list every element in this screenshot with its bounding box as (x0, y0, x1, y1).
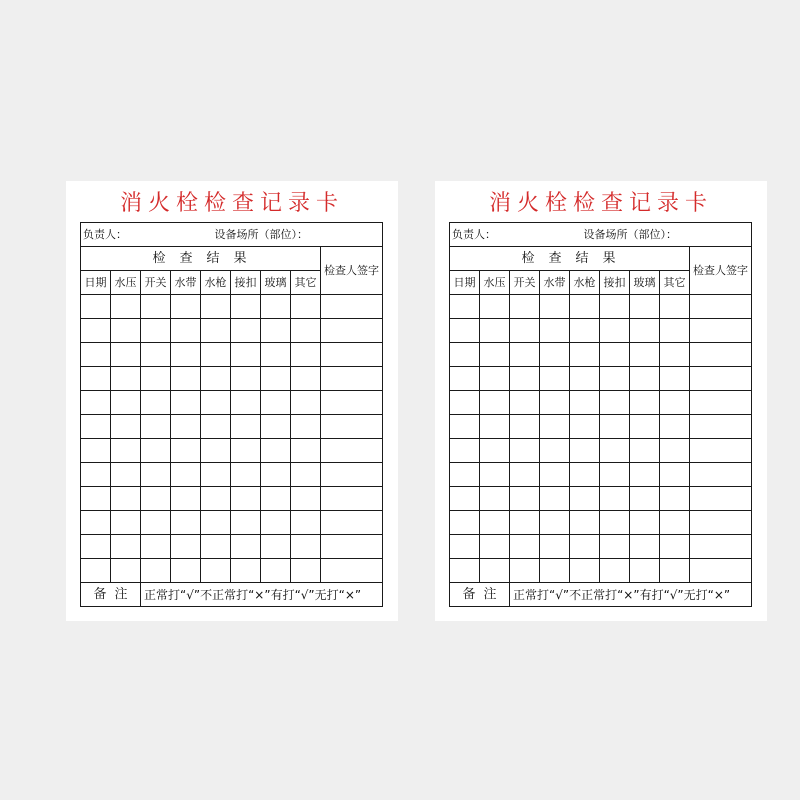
signature-header: 检查人签字 (690, 247, 752, 295)
entry-cell (600, 487, 630, 511)
entry-cell (171, 487, 201, 511)
remarks-label: 备注 (81, 583, 141, 607)
entry-cell (540, 487, 570, 511)
entry-cell (690, 367, 752, 391)
entry-cell (600, 535, 630, 559)
entry-cell (171, 439, 201, 463)
entry-cell (450, 463, 480, 487)
entry-cell (600, 559, 630, 583)
entry-cell (111, 439, 141, 463)
entry-cell (480, 439, 510, 463)
column-header: 开关 (510, 271, 540, 295)
entry-cell (540, 559, 570, 583)
entry-cell (540, 415, 570, 439)
entry-cell (540, 463, 570, 487)
table-row (81, 295, 383, 319)
entry-cell (81, 319, 111, 343)
entry-cell (510, 391, 540, 415)
entry-cell (171, 295, 201, 319)
entry-cell (291, 559, 321, 583)
entry-cell (111, 511, 141, 535)
entry-cell (81, 559, 111, 583)
table-row (450, 535, 752, 559)
entry-cell (291, 415, 321, 439)
entry-cell (261, 343, 291, 367)
entry-cell (261, 439, 291, 463)
entry-cell (111, 487, 141, 511)
table-row (81, 463, 383, 487)
column-header: 日期 (450, 271, 480, 295)
entry-cell (291, 391, 321, 415)
entry-cell (630, 319, 660, 343)
entry-cell (510, 559, 540, 583)
column-header: 接扣 (600, 271, 630, 295)
entry-cell (690, 463, 752, 487)
entry-cell (660, 487, 690, 511)
table-row (81, 487, 383, 511)
entry-cell (600, 343, 630, 367)
table-row (81, 535, 383, 559)
entry-cell (231, 391, 261, 415)
card-title: 消火栓检查记录卡 (119, 191, 344, 216)
entry-cell (81, 367, 111, 391)
entry-cell (630, 295, 660, 319)
entry-cell (171, 343, 201, 367)
remarks-label: 备注 (450, 583, 510, 607)
column-header: 开关 (141, 271, 171, 295)
card-title: 消火栓检查记录卡 (488, 191, 713, 216)
entry-cell (660, 559, 690, 583)
entry-cell (111, 415, 141, 439)
entry-cell (510, 439, 540, 463)
entry-cell (510, 319, 540, 343)
entry-cell (540, 511, 570, 535)
entry-cell (291, 343, 321, 367)
entry-cell (540, 319, 570, 343)
entry-cell (261, 511, 291, 535)
entry-cell (480, 535, 510, 559)
table-row (450, 487, 752, 511)
table-row (450, 295, 752, 319)
entry-cell (450, 439, 480, 463)
entry-cell (231, 511, 261, 535)
entry-cell (480, 367, 510, 391)
entry-cell (450, 319, 480, 343)
entry-cell (570, 535, 600, 559)
entry-cell (81, 343, 111, 367)
table-row (450, 415, 752, 439)
entry-cell (141, 295, 171, 319)
entry-cell (201, 415, 231, 439)
entry-cell (141, 559, 171, 583)
column-header: 水压 (111, 271, 141, 295)
entry-cell (201, 439, 231, 463)
entry-cell (690, 343, 752, 367)
entry-cell (540, 367, 570, 391)
column-header: 水带 (171, 271, 201, 295)
entry-cell (171, 367, 201, 391)
entry-cell (480, 511, 510, 535)
entry-cell (321, 415, 383, 439)
entry-cell (570, 367, 600, 391)
entry-cell (690, 559, 752, 583)
column-header: 玻璃 (261, 271, 291, 295)
entry-cell (630, 559, 660, 583)
table-row (81, 439, 383, 463)
entry-cell (540, 295, 570, 319)
entry-cell (510, 463, 540, 487)
entry-cell (480, 343, 510, 367)
responsible-label: 负责人： (452, 228, 496, 241)
entry-cell (291, 295, 321, 319)
entry-cell (81, 439, 111, 463)
signature-header: 检查人签字 (321, 247, 383, 295)
entry-cell (510, 343, 540, 367)
entry-cell (261, 295, 291, 319)
entry-cell (570, 415, 600, 439)
entry-cell (540, 439, 570, 463)
entry-cell (690, 415, 752, 439)
table-row (81, 391, 383, 415)
table-row (450, 367, 752, 391)
entry-cell (690, 487, 752, 511)
entry-cell (231, 367, 261, 391)
entry-cell (480, 319, 510, 343)
entry-cell (600, 391, 630, 415)
entry-cell (660, 391, 690, 415)
table-row (81, 511, 383, 535)
inspection-card-right (435, 181, 767, 621)
entry-cell (570, 295, 600, 319)
entry-cell (660, 319, 690, 343)
entry-cell (291, 535, 321, 559)
table-row (81, 367, 383, 391)
entry-cell (630, 439, 660, 463)
entry-cell (600, 511, 630, 535)
entry-cell (570, 463, 600, 487)
entry-cell (630, 463, 660, 487)
entry-cell (570, 439, 600, 463)
entry-cell (630, 343, 660, 367)
entry-cell (570, 391, 600, 415)
entry-cell (231, 295, 261, 319)
entry-cell (570, 319, 600, 343)
inspection-card-left (66, 181, 398, 621)
remarks-row (81, 583, 383, 607)
entry-cell (450, 415, 480, 439)
entry-cell (660, 463, 690, 487)
result-header: 检查结果 (81, 247, 321, 271)
entry-cell (261, 487, 291, 511)
entry-cell (450, 535, 480, 559)
entry-cell (111, 391, 141, 415)
entry-cell (321, 391, 383, 415)
table-row (450, 391, 752, 415)
entry-cell (111, 319, 141, 343)
entry-cell (450, 511, 480, 535)
entry-cell (450, 367, 480, 391)
entry-cell (630, 487, 660, 511)
entry-cell (141, 511, 171, 535)
entry-cell (600, 295, 630, 319)
entry-cell (690, 535, 752, 559)
entry-cell (141, 343, 171, 367)
entry-cell (81, 295, 111, 319)
entry-cell (480, 559, 510, 583)
entry-cell (291, 319, 321, 343)
entry-cell (660, 439, 690, 463)
column-header: 玻璃 (630, 271, 660, 295)
entry-cell (321, 295, 383, 319)
table-row (450, 559, 752, 583)
table-row (81, 343, 383, 367)
info-row (81, 223, 383, 247)
entry-cell (201, 319, 231, 343)
entry-cell (480, 415, 510, 439)
entry-cell (111, 295, 141, 319)
entry-cell (690, 319, 752, 343)
entry-cell (261, 367, 291, 391)
entry-cell (261, 391, 291, 415)
entry-cell (201, 559, 231, 583)
remarks-text: 正常打“√”不正常打“×”有打“√”无打“×” (510, 583, 752, 607)
entry-cell (201, 295, 231, 319)
entry-cell (321, 511, 383, 535)
entry-cell (171, 415, 201, 439)
entry-cell (201, 463, 231, 487)
entry-cell (231, 415, 261, 439)
entry-cell (111, 463, 141, 487)
entry-cell (630, 535, 660, 559)
entry-cell (231, 319, 261, 343)
entry-cell (291, 511, 321, 535)
table-row (81, 559, 383, 583)
column-header: 水压 (480, 271, 510, 295)
location-label: 设备场所（部位）： (214, 228, 308, 241)
entry-cell (690, 391, 752, 415)
entry-cell (450, 391, 480, 415)
entry-cell (600, 319, 630, 343)
column-header: 水带 (540, 271, 570, 295)
entry-cell (261, 535, 291, 559)
table-row (81, 415, 383, 439)
table-row (450, 319, 752, 343)
entry-cell (540, 391, 570, 415)
entry-cell (630, 511, 660, 535)
entry-cell (480, 295, 510, 319)
entry-cell (630, 367, 660, 391)
entry-cell (450, 487, 480, 511)
entry-cell (81, 535, 111, 559)
entry-cell (660, 535, 690, 559)
entry-cell (111, 535, 141, 559)
entry-cell (231, 535, 261, 559)
entry-cell (630, 415, 660, 439)
entry-cell (261, 415, 291, 439)
entry-cell (261, 319, 291, 343)
entry-cell (321, 535, 383, 559)
entry-cell (141, 439, 171, 463)
entry-cell (261, 463, 291, 487)
entry-cell (600, 367, 630, 391)
entry-cell (660, 343, 690, 367)
table-row (81, 319, 383, 343)
entry-cell (321, 367, 383, 391)
entry-cell (690, 511, 752, 535)
entry-cell (690, 295, 752, 319)
location-label: 设备场所（部位）： (583, 228, 677, 241)
entry-cell (660, 367, 690, 391)
table-row (450, 463, 752, 487)
entry-cell (510, 415, 540, 439)
entry-cell (480, 487, 510, 511)
remarks-text: 正常打“√”不正常打“×”有打“√”无打“×” (141, 583, 383, 607)
result-header: 检查结果 (450, 247, 690, 271)
entry-cell (450, 295, 480, 319)
entry-cell (231, 343, 261, 367)
entry-cell (201, 511, 231, 535)
table-row (450, 439, 752, 463)
entry-cell (450, 343, 480, 367)
entry-cell (171, 319, 201, 343)
entry-cell (141, 487, 171, 511)
entry-cell (291, 439, 321, 463)
entry-cell (291, 463, 321, 487)
entry-cell (690, 439, 752, 463)
entry-cell (141, 391, 171, 415)
entry-cell (321, 439, 383, 463)
entry-cell (111, 367, 141, 391)
table-row (450, 343, 752, 367)
column-header: 水枪 (570, 271, 600, 295)
entry-cell (630, 391, 660, 415)
column-header: 水枪 (201, 271, 231, 295)
entry-cell (321, 319, 383, 343)
entry-cell (141, 319, 171, 343)
entry-cell (201, 391, 231, 415)
entry-cell (510, 511, 540, 535)
inspection-table (80, 222, 383, 607)
entry-cell (231, 439, 261, 463)
entry-cell (480, 463, 510, 487)
column-header: 接扣 (231, 271, 261, 295)
entry-cell (171, 463, 201, 487)
entry-cell (570, 559, 600, 583)
entry-cell (291, 367, 321, 391)
entry-cell (81, 511, 111, 535)
entry-cell (231, 463, 261, 487)
remarks-row (450, 583, 752, 607)
entry-cell (201, 367, 231, 391)
entry-cell (321, 463, 383, 487)
entry-cell (81, 415, 111, 439)
column-header: 日期 (81, 271, 111, 295)
entry-cell (261, 559, 291, 583)
entry-cell (600, 463, 630, 487)
entry-cell (141, 415, 171, 439)
entry-cell (111, 343, 141, 367)
entry-cell (141, 535, 171, 559)
entry-cell (540, 535, 570, 559)
entry-cell (510, 487, 540, 511)
entry-cell (480, 391, 510, 415)
entry-cell (540, 343, 570, 367)
entry-cell (510, 295, 540, 319)
entry-cell (201, 343, 231, 367)
entry-cell (111, 559, 141, 583)
entry-cell (600, 439, 630, 463)
entry-cell (660, 415, 690, 439)
entry-cell (81, 463, 111, 487)
column-header: 其它 (291, 271, 321, 295)
table-row (450, 511, 752, 535)
entry-cell (201, 535, 231, 559)
entry-cell (510, 367, 540, 391)
entry-cell (201, 487, 231, 511)
column-header: 其它 (660, 271, 690, 295)
responsible-label: 负责人： (83, 228, 127, 241)
entry-cell (321, 343, 383, 367)
entry-cell (291, 487, 321, 511)
entry-cell (660, 295, 690, 319)
entry-cell (570, 343, 600, 367)
entry-cell (171, 559, 201, 583)
inspection-table (449, 222, 752, 607)
entry-cell (660, 511, 690, 535)
entry-cell (510, 535, 540, 559)
entry-cell (450, 559, 480, 583)
entry-cell (570, 487, 600, 511)
entry-cell (141, 463, 171, 487)
entry-cell (171, 535, 201, 559)
entry-cell (171, 511, 201, 535)
entry-cell (231, 487, 261, 511)
entry-cell (321, 559, 383, 583)
entry-cell (81, 391, 111, 415)
entry-cell (171, 391, 201, 415)
entry-cell (231, 559, 261, 583)
entry-cell (600, 415, 630, 439)
entry-cell (321, 487, 383, 511)
entry-cell (570, 511, 600, 535)
info-row (450, 223, 752, 247)
entry-cell (141, 367, 171, 391)
entry-cell (81, 487, 111, 511)
